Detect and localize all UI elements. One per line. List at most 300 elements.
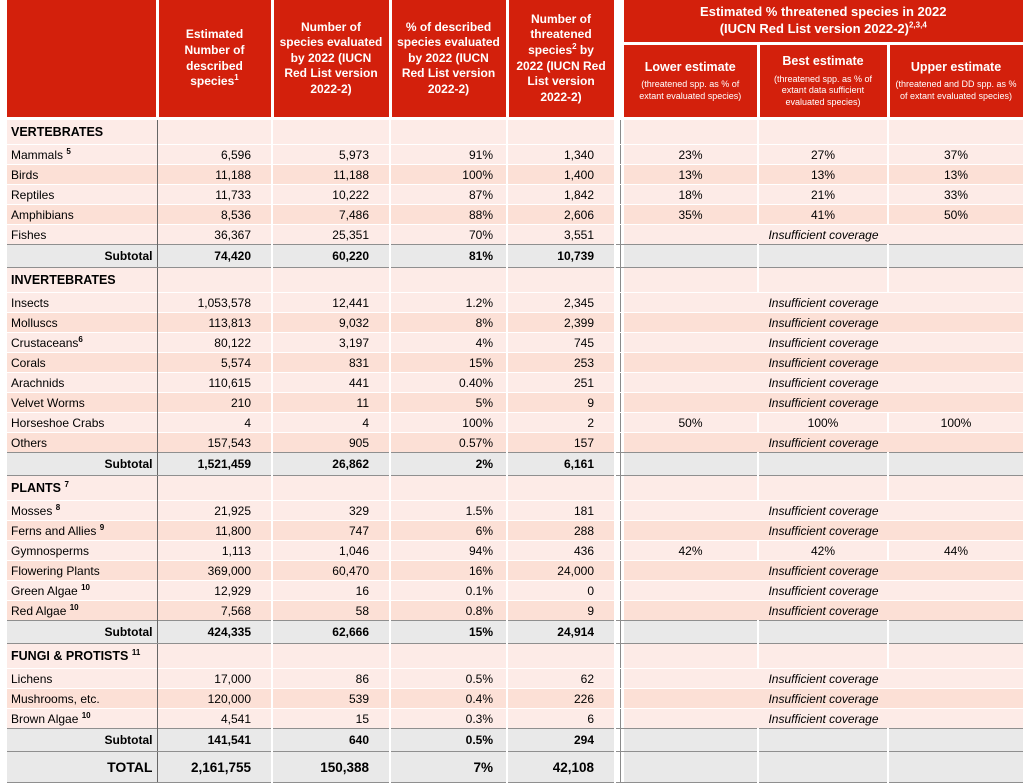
cell-lower-estimate-empty — [624, 268, 758, 293]
cell-empty — [390, 119, 507, 145]
column-gutter — [615, 353, 624, 373]
cell-evaluated: 3,197 — [272, 333, 390, 353]
table-row — [7, 145, 1024, 165]
cell-threatened: 226 — [507, 689, 615, 709]
cell-best-estimate: 13% — [758, 165, 888, 185]
cell-pct-evaluated: 0.4% — [390, 689, 507, 709]
cell-evaluated: 9,032 — [272, 313, 390, 333]
cell-empty — [157, 119, 272, 145]
cell-subtotal-pct-evaluated: 81% — [390, 245, 507, 268]
cell-total-evaluated: 150,388 — [272, 752, 390, 783]
cell-threatened: 6 — [507, 709, 615, 729]
cell-described: 12,929 — [157, 581, 272, 601]
cell-insufficient-coverage: Insufficient coverage — [624, 373, 1024, 393]
header-row-top — [7, 0, 1024, 44]
cell-evaluated: 12,441 — [272, 293, 390, 313]
cell-threatened: 1,400 — [507, 165, 615, 185]
cell-described: 369,000 — [157, 561, 272, 581]
table-row — [7, 521, 1024, 541]
cell-threatened: 436 — [507, 541, 615, 561]
cell-pct-evaluated: 1.5% — [390, 501, 507, 521]
column-gutter — [615, 501, 624, 521]
column-gutter — [615, 433, 624, 453]
section-header-row — [7, 268, 1024, 293]
cell-empty — [507, 119, 615, 145]
column-gutter — [615, 561, 624, 581]
column-gutter — [615, 752, 624, 783]
column-gutter — [615, 601, 624, 621]
cell-evaluated: 25,351 — [272, 225, 390, 245]
column-gutter — [615, 669, 624, 689]
cell-insufficient-coverage: Insufficient coverage — [624, 353, 1024, 373]
cell-pct-evaluated: 6% — [390, 521, 507, 541]
cell-subtotal-evaluated: 640 — [272, 729, 390, 752]
row-label: Crustaceans$^6$ — [7, 333, 157, 353]
cell-empty — [157, 476, 272, 501]
column-gutter — [615, 313, 624, 333]
section-title: INVERTEBRATES — [7, 268, 157, 293]
table-row — [7, 373, 1024, 393]
column-gutter — [615, 165, 624, 185]
cell-described: 11,188 — [157, 165, 272, 185]
table-row — [7, 669, 1024, 689]
cell-described: 17,000 — [157, 669, 272, 689]
row-label: Arachnids — [7, 373, 157, 393]
cell-subtotal-threatened: 6,161 — [507, 453, 615, 476]
cell-upper-estimate-empty — [888, 729, 1024, 752]
cell-pct-evaluated: 0.8% — [390, 601, 507, 621]
row-label: Red Algae $^{10}$ — [7, 601, 157, 621]
subtotal-row — [7, 621, 1024, 644]
cell-threatened: 0 — [507, 581, 615, 601]
cell-best-estimate: 27% — [758, 145, 888, 165]
best-estimate-desc: (threatened spp. as % of extant data sufficient evaluated species) — [773, 73, 873, 107]
subtotal-label: Subtotal — [7, 453, 157, 476]
cell-described: 36,367 — [157, 225, 272, 245]
cell-empty — [507, 268, 615, 293]
cell-described: 80,122 — [157, 333, 272, 353]
table-row — [7, 561, 1024, 581]
cell-insufficient-coverage: Insufficient coverage — [624, 293, 1024, 313]
cell-pct-evaluated: 0.40% — [390, 373, 507, 393]
cell-threatened: 181 — [507, 501, 615, 521]
section-title: VERTEBRATES — [7, 119, 157, 145]
cell-described: 4 — [157, 413, 272, 433]
column-gutter — [615, 225, 624, 245]
table-row — [7, 165, 1024, 185]
cell-evaluated: 905 — [272, 433, 390, 453]
column-gutter — [615, 453, 624, 476]
table-row — [7, 501, 1024, 521]
row-label: Corals — [7, 353, 157, 373]
cell-lower-estimate-empty — [624, 476, 758, 501]
cell-total-threatened: 42,108 — [507, 752, 615, 783]
lower-estimate-title: Lower estimate — [644, 60, 736, 75]
cell-threatened: 9 — [507, 601, 615, 621]
cell-best-estimate-empty — [758, 752, 888, 783]
cell-pct-evaluated: 100% — [390, 165, 507, 185]
cell-evaluated: 831 — [272, 353, 390, 373]
cell-threatened: 251 — [507, 373, 615, 393]
cell-described: 6,596 — [157, 145, 272, 165]
table-row — [7, 205, 1024, 225]
cell-described: 4,541 — [157, 709, 272, 729]
cell-pct-evaluated: 87% — [390, 185, 507, 205]
cell-described: 157,543 — [157, 433, 272, 453]
cell-lower-estimate-empty — [624, 119, 758, 145]
table-row — [7, 293, 1024, 313]
lower-estimate-desc: (threatened spp. as % of extant evaluated species) — [639, 79, 742, 102]
row-label: Birds — [7, 165, 157, 185]
cell-subtotal-threatened: 294 — [507, 729, 615, 752]
row-label: Lichens — [7, 669, 157, 689]
table-row — [7, 185, 1024, 205]
column-gutter — [615, 293, 624, 313]
header-estimated-pct-group — [624, 0, 1024, 44]
cell-best-estimate-empty — [758, 453, 888, 476]
cell-threatened: 745 — [507, 333, 615, 353]
cell-threatened: 3,551 — [507, 225, 615, 245]
cell-threatened: 2,345 — [507, 293, 615, 313]
cell-evaluated: 86 — [272, 669, 390, 689]
cell-evaluated: 60,470 — [272, 561, 390, 581]
cell-pct-evaluated: 94% — [390, 541, 507, 561]
cell-insufficient-coverage: Insufficient coverage — [624, 581, 1024, 601]
cell-lower-estimate: 42% — [624, 541, 758, 561]
section-header-row — [7, 476, 1024, 501]
cell-empty — [272, 268, 390, 293]
column-gutter — [615, 373, 624, 393]
cell-lower-estimate-empty — [624, 245, 758, 268]
row-label: Horseshoe Crabs — [7, 413, 157, 433]
cell-upper-estimate: 100% — [888, 413, 1024, 433]
cell-pct-evaluated: 16% — [390, 561, 507, 581]
cell-best-estimate-empty — [758, 476, 888, 501]
cell-empty — [507, 644, 615, 669]
subtotal-row — [7, 245, 1024, 268]
cell-upper-estimate: 37% — [888, 145, 1024, 165]
group-header-line1: Estimated % threatened species in 2022 — [700, 4, 947, 20]
header-best-estimate — [758, 44, 888, 119]
row-label: Velvet Worms — [7, 393, 157, 413]
cell-lower-estimate: 35% — [624, 205, 758, 225]
cell-upper-estimate-empty — [888, 119, 1024, 145]
cell-upper-estimate-empty — [888, 752, 1024, 783]
header-species-evaluated: Number of species evaluated by 2022 (IUCN Red List version 2022-2) — [272, 0, 390, 119]
section-header-row — [7, 119, 1024, 145]
cell-threatened: 24,000 — [507, 561, 615, 581]
cell-lower-estimate-empty — [624, 752, 758, 783]
cell-threatened: 1,842 — [507, 185, 615, 205]
header-lower-estimate — [624, 44, 758, 119]
cell-pct-evaluated: 15% — [390, 353, 507, 373]
cell-described: 120,000 — [157, 689, 272, 709]
total-row — [7, 752, 1024, 783]
cell-subtotal-described: 1,521,459 — [157, 453, 272, 476]
cell-lower-estimate-empty — [624, 453, 758, 476]
cell-empty — [507, 476, 615, 501]
row-label: Insects — [7, 293, 157, 313]
cell-described: 5,574 — [157, 353, 272, 373]
cell-empty — [272, 119, 390, 145]
cell-best-estimate: 42% — [758, 541, 888, 561]
cell-pct-evaluated: 0.1% — [390, 581, 507, 601]
cell-insufficient-coverage: Insufficient coverage — [624, 433, 1024, 453]
threatened-species-table — [7, 0, 1026, 783]
cell-threatened: 62 — [507, 669, 615, 689]
cell-upper-estimate: 13% — [888, 165, 1024, 185]
cell-subtotal-described: 74,420 — [157, 245, 272, 268]
upper-estimate-desc: (threatened and DD spp. as % of extant evaluated species) — [895, 79, 1017, 102]
cell-pct-evaluated: 100% — [390, 413, 507, 433]
table-row — [7, 689, 1024, 709]
cell-pct-evaluated: 4% — [390, 333, 507, 353]
cell-pct-evaluated: 0.57% — [390, 433, 507, 453]
header-pct-evaluated: % of described species evaluated by 2022 (IUCN Red List version 2022-2) — [390, 0, 507, 119]
cell-described: 21,925 — [157, 501, 272, 521]
cell-upper-estimate: 44% — [888, 541, 1024, 561]
cell-threatened: 2,606 — [507, 205, 615, 225]
column-gutter — [615, 709, 624, 729]
column-gutter — [615, 521, 624, 541]
row-label: Mosses $^8$ — [7, 501, 157, 521]
cell-upper-estimate-empty — [888, 644, 1024, 669]
column-gutter — [615, 581, 624, 601]
column-gutter — [615, 644, 624, 669]
column-gutter — [615, 119, 624, 145]
table-body — [7, 119, 1024, 783]
cell-threatened: 2 — [507, 413, 615, 433]
cell-insufficient-coverage: Insufficient coverage — [624, 601, 1024, 621]
subtotal-label: Subtotal — [7, 621, 157, 644]
cell-evaluated: 15 — [272, 709, 390, 729]
cell-upper-estimate-empty — [888, 453, 1024, 476]
subtotal-label: Subtotal — [7, 729, 157, 752]
cell-described: 11,733 — [157, 185, 272, 205]
row-label: Reptiles — [7, 185, 157, 205]
cell-total-described: 2,161,755 — [157, 752, 272, 783]
group-header-line2: (IUCN Red List version 2022-2)$^{2,3,4}$ — [719, 20, 927, 36]
cell-subtotal-pct-evaluated: 15% — [390, 621, 507, 644]
cell-subtotal-evaluated: 60,220 — [272, 245, 390, 268]
cell-insufficient-coverage: Insufficient coverage — [624, 313, 1024, 333]
table-row — [7, 433, 1024, 453]
table-row — [7, 393, 1024, 413]
cell-pct-evaluated: 1.2% — [390, 293, 507, 313]
cell-evaluated: 10,222 — [272, 185, 390, 205]
column-gutter — [615, 245, 624, 268]
cell-lower-estimate-empty — [624, 621, 758, 644]
cell-best-estimate-empty — [758, 621, 888, 644]
column-gutter — [615, 145, 624, 165]
cell-insufficient-coverage: Insufficient coverage — [624, 333, 1024, 353]
cell-evaluated: 4 — [272, 413, 390, 433]
cell-insufficient-coverage: Insufficient coverage — [624, 709, 1024, 729]
cell-insufficient-coverage: Insufficient coverage — [624, 521, 1024, 541]
cell-described: 1,053,578 — [157, 293, 272, 313]
section-header-row — [7, 644, 1024, 669]
cell-pct-evaluated: 88% — [390, 205, 507, 225]
table-row — [7, 581, 1024, 601]
cell-subtotal-pct-evaluated: 0.5% — [390, 729, 507, 752]
row-label: Mammals $^5$ — [7, 145, 157, 165]
cell-insufficient-coverage: Insufficient coverage — [624, 669, 1024, 689]
cell-empty — [390, 476, 507, 501]
cell-insufficient-coverage: Insufficient coverage — [624, 393, 1024, 413]
cell-threatened: 288 — [507, 521, 615, 541]
cell-described: 7,568 — [157, 601, 272, 621]
cell-empty — [157, 644, 272, 669]
row-label: Brown Algae $^{10}$ — [7, 709, 157, 729]
cell-lower-estimate: 50% — [624, 413, 758, 433]
column-gutter — [615, 621, 624, 644]
row-label: Ferns and Allies $^9$ — [7, 521, 157, 541]
column-gutter — [615, 393, 624, 413]
column-gutter-header — [615, 0, 624, 119]
cell-evaluated: 5,973 — [272, 145, 390, 165]
cell-described: 113,813 — [157, 313, 272, 333]
cell-upper-estimate-empty — [888, 621, 1024, 644]
cell-best-estimate-empty — [758, 119, 888, 145]
cell-upper-estimate-empty — [888, 245, 1024, 268]
cell-empty — [390, 644, 507, 669]
cell-evaluated: 747 — [272, 521, 390, 541]
header-upper-estimate — [888, 44, 1024, 119]
cell-described: 210 — [157, 393, 272, 413]
cell-threatened: 2,399 — [507, 313, 615, 333]
cell-best-estimate: 21% — [758, 185, 888, 205]
header-described-species: Estimated Number of described species$^1$ — [157, 0, 272, 119]
cell-pct-evaluated: 70% — [390, 225, 507, 245]
table-row — [7, 413, 1024, 433]
cell-described: 1,113 — [157, 541, 272, 561]
cell-subtotal-evaluated: 26,862 — [272, 453, 390, 476]
cell-lower-estimate: 23% — [624, 145, 758, 165]
row-label: Gymnosperms — [7, 541, 157, 561]
cell-lower-estimate: 18% — [624, 185, 758, 205]
cell-pct-evaluated: 8% — [390, 313, 507, 333]
header-threatened-species: Number of threatened species$^2$ by 2022 (IUCN Red List version 2022-2) — [507, 0, 615, 119]
column-gutter — [615, 729, 624, 752]
header-corner-cell — [7, 0, 157, 119]
row-label: Flowering Plants — [7, 561, 157, 581]
cell-evaluated: 11,188 — [272, 165, 390, 185]
cell-upper-estimate-empty — [888, 476, 1024, 501]
cell-upper-estimate-empty — [888, 268, 1024, 293]
column-gutter — [615, 476, 624, 501]
subtotal-row — [7, 729, 1024, 752]
row-label: Fishes — [7, 225, 157, 245]
cell-best-estimate-empty — [758, 644, 888, 669]
row-label: Amphibians — [7, 205, 157, 225]
table-row — [7, 541, 1024, 561]
cell-described: 8,536 — [157, 205, 272, 225]
cell-threatened: 253 — [507, 353, 615, 373]
column-gutter — [615, 541, 624, 561]
cell-evaluated: 16 — [272, 581, 390, 601]
cell-described: 110,615 — [157, 373, 272, 393]
cell-best-estimate: 100% — [758, 413, 888, 433]
cell-evaluated: 329 — [272, 501, 390, 521]
cell-empty — [390, 268, 507, 293]
cell-subtotal-evaluated: 62,666 — [272, 621, 390, 644]
cell-empty — [272, 476, 390, 501]
cell-upper-estimate: 33% — [888, 185, 1024, 205]
cell-subtotal-threatened: 10,739 — [507, 245, 615, 268]
column-gutter — [615, 333, 624, 353]
cell-evaluated: 58 — [272, 601, 390, 621]
column-gutter — [615, 185, 624, 205]
cell-pct-evaluated: 91% — [390, 145, 507, 165]
cell-best-estimate-empty — [758, 268, 888, 293]
cell-best-estimate-empty — [758, 729, 888, 752]
cell-lower-estimate-empty — [624, 644, 758, 669]
table-row — [7, 709, 1024, 729]
cell-described: 11,800 — [157, 521, 272, 541]
table-header — [7, 0, 1024, 119]
cell-evaluated: 11 — [272, 393, 390, 413]
cell-best-estimate-empty — [758, 245, 888, 268]
cell-lower-estimate: 13% — [624, 165, 758, 185]
cell-subtotal-threatened: 24,914 — [507, 621, 615, 644]
cell-threatened: 157 — [507, 433, 615, 453]
cell-insufficient-coverage: Insufficient coverage — [624, 501, 1024, 521]
subtotal-label: Subtotal — [7, 245, 157, 268]
cell-insufficient-coverage: Insufficient coverage — [624, 225, 1024, 245]
cell-subtotal-pct-evaluated: 2% — [390, 453, 507, 476]
cell-upper-estimate: 50% — [888, 205, 1024, 225]
table-row — [7, 601, 1024, 621]
section-title: PLANTS $^7$ — [7, 476, 157, 501]
cell-lower-estimate-empty — [624, 729, 758, 752]
row-label: Molluscs — [7, 313, 157, 333]
table-row — [7, 225, 1024, 245]
cell-empty — [272, 644, 390, 669]
row-label: Others — [7, 433, 157, 453]
cell-subtotal-described: 424,335 — [157, 621, 272, 644]
table-row — [7, 333, 1024, 353]
cell-evaluated: 7,486 — [272, 205, 390, 225]
cell-evaluated: 1,046 — [272, 541, 390, 561]
cell-insufficient-coverage: Insufficient coverage — [624, 689, 1024, 709]
row-label: Mushrooms, etc. — [7, 689, 157, 709]
column-gutter — [615, 689, 624, 709]
cell-threatened: 9 — [507, 393, 615, 413]
row-label: Green Algae $^{10}$ — [7, 581, 157, 601]
cell-subtotal-described: 141,541 — [157, 729, 272, 752]
cell-threatened: 1,340 — [507, 145, 615, 165]
cell-evaluated: 539 — [272, 689, 390, 709]
cell-pct-evaluated: 0.3% — [390, 709, 507, 729]
cell-pct-evaluated: 0.5% — [390, 669, 507, 689]
cell-empty — [157, 268, 272, 293]
cell-total-pct-evaluated: 7% — [390, 752, 507, 783]
best-estimate-title: Best estimate — [782, 54, 864, 69]
section-title: FUNGI & PROTISTS $^{11}$ — [7, 644, 157, 669]
subtotal-row — [7, 453, 1024, 476]
cell-evaluated: 441 — [272, 373, 390, 393]
cell-pct-evaluated: 5% — [390, 393, 507, 413]
table-row — [7, 353, 1024, 373]
column-gutter — [615, 268, 624, 293]
column-gutter — [615, 413, 624, 433]
total-label: TOTAL — [7, 752, 157, 783]
table-row — [7, 313, 1024, 333]
cell-best-estimate: 41% — [758, 205, 888, 225]
upper-estimate-title: Upper estimate — [910, 60, 1002, 75]
cell-insufficient-coverage: Insufficient coverage — [624, 561, 1024, 581]
column-gutter — [615, 205, 624, 225]
